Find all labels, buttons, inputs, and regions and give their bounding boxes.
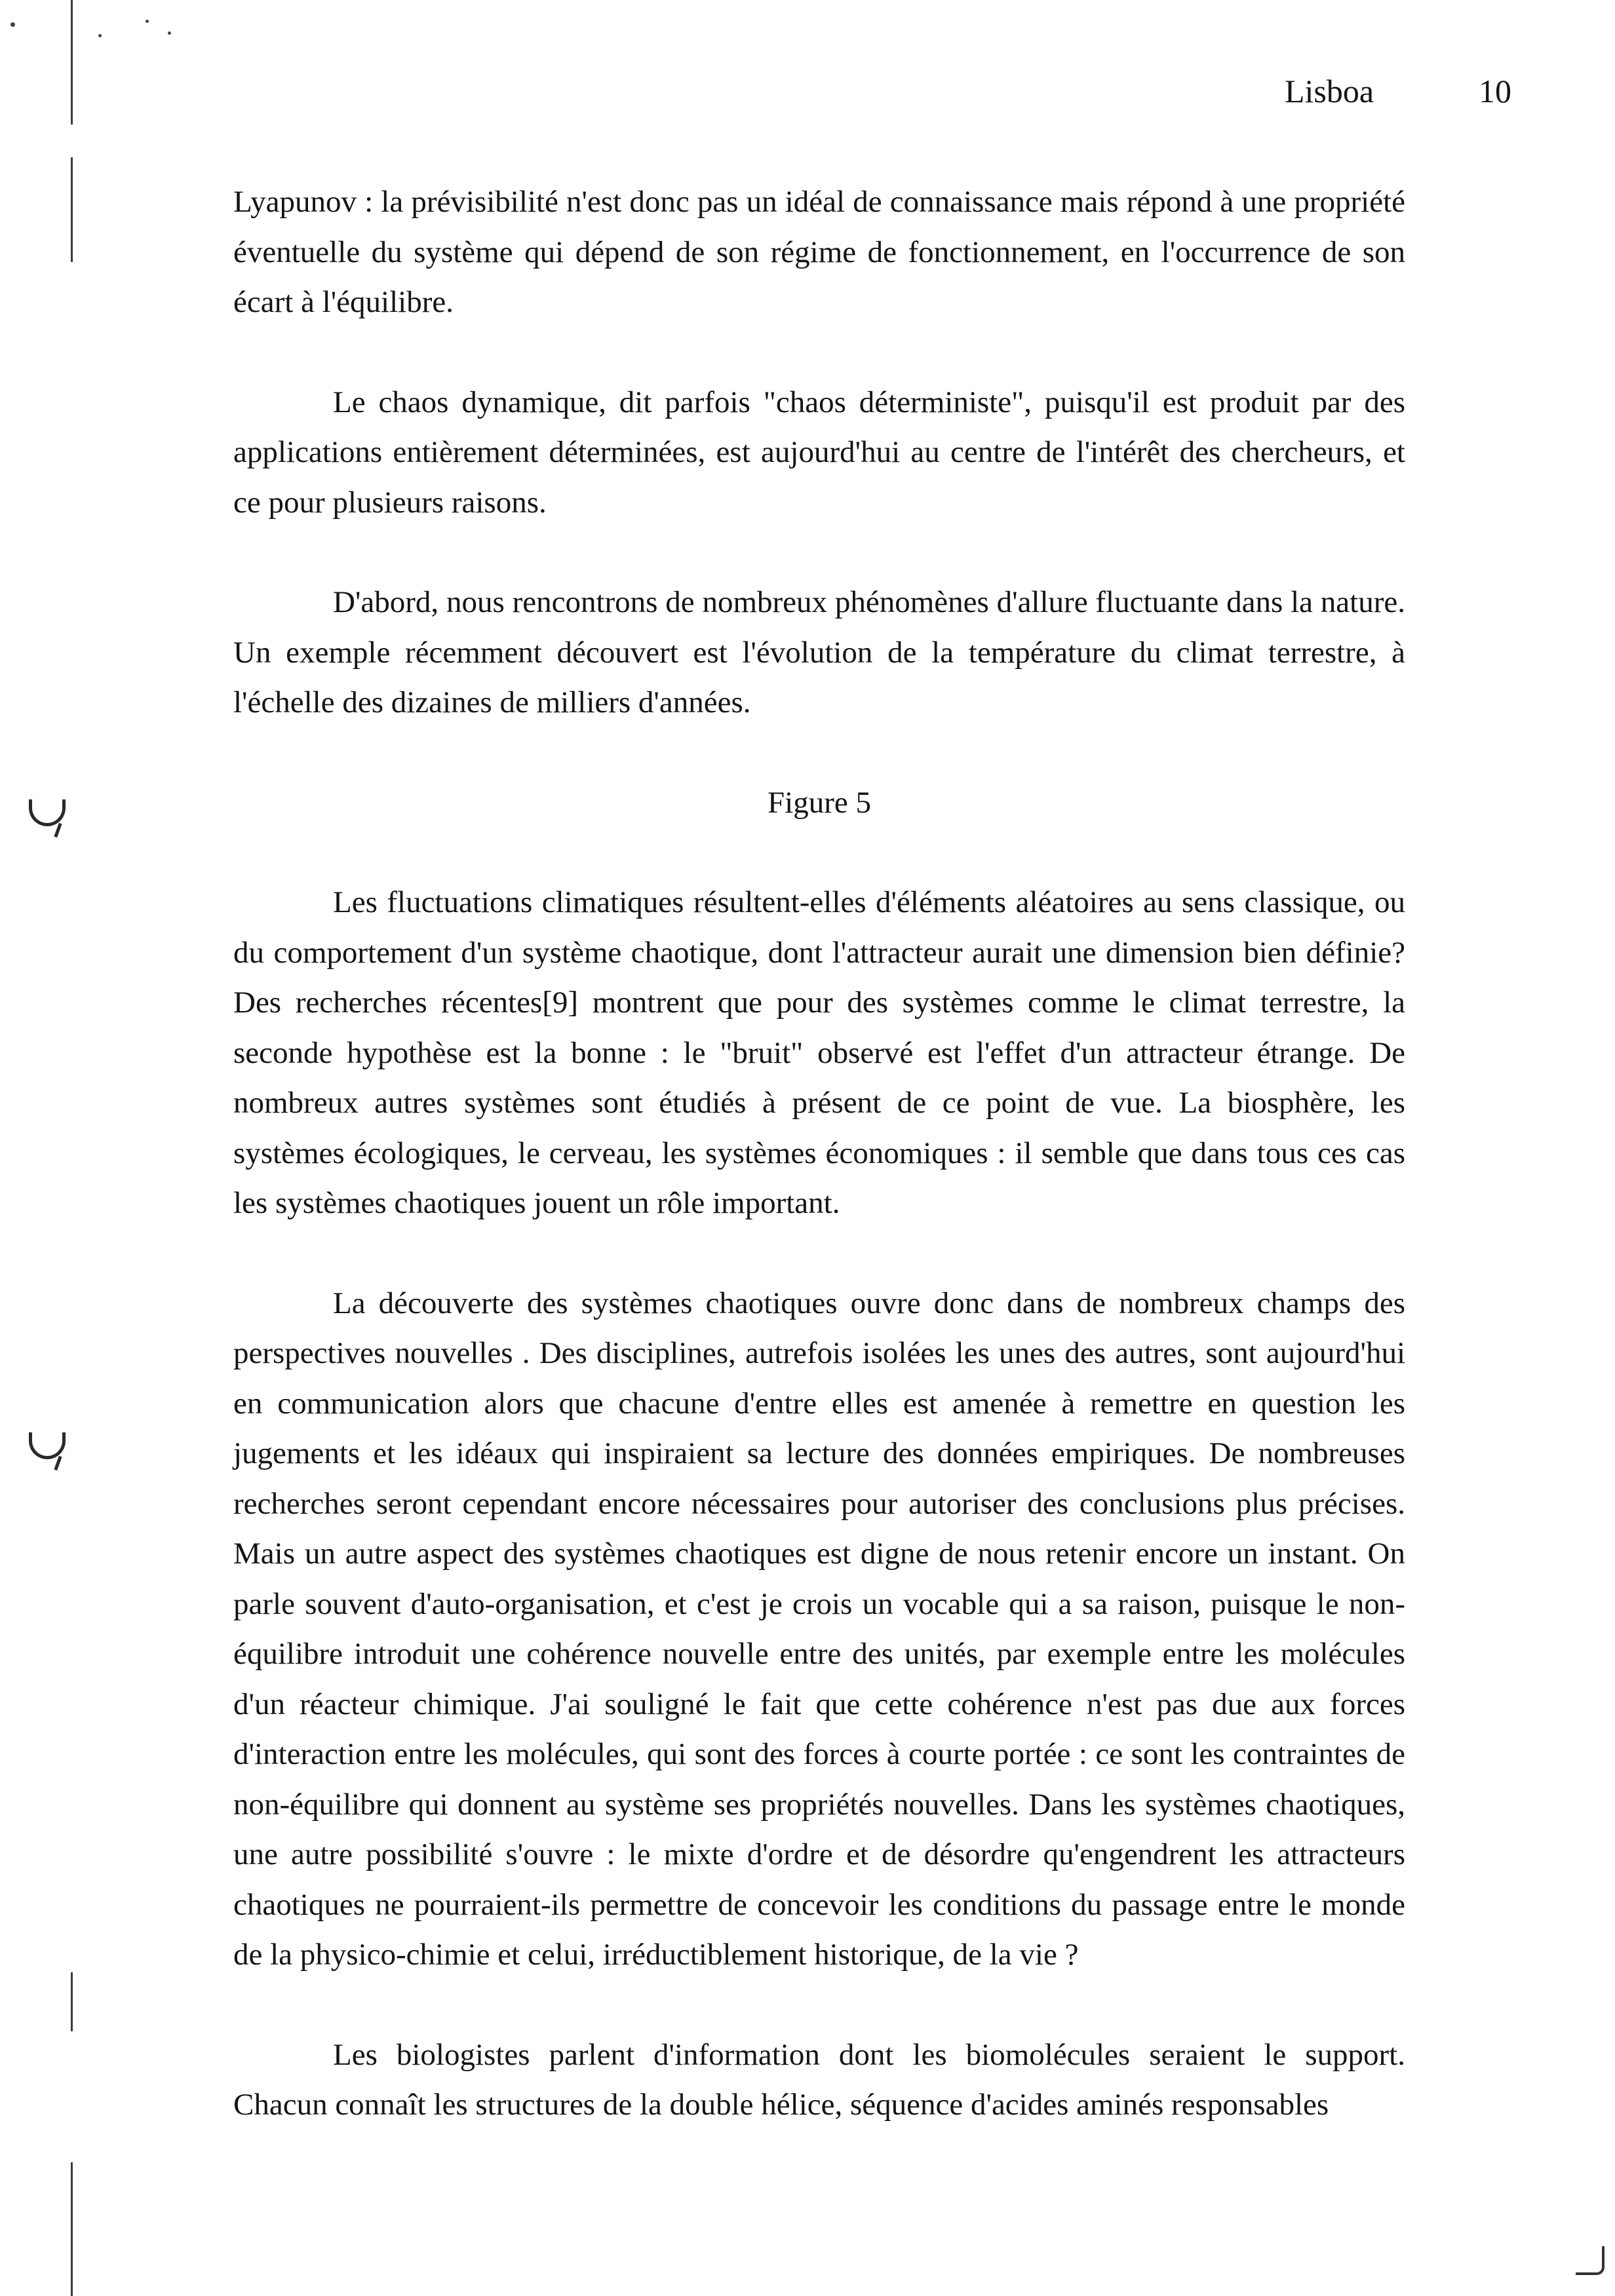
corner-fold-mark bbox=[1576, 2246, 1605, 2275]
binding-margin-line bbox=[71, 0, 73, 124]
paragraph: Le chaos dynamique, dit parfois "chaos déterministe", puisqu'il est produit par des applications entièrement déterminées, est aujourd'hui au centre de l'intérêt des chercheurs, et ce pour plusieurs raisons. bbox=[233, 385, 1405, 520]
scan-speck bbox=[98, 34, 102, 37]
binding-margin-line bbox=[71, 1972, 73, 2031]
paragraph: Les biologistes parlent d'information dont les biomolécules seraient le support. Chacun connaît les structures de la double hélice, séquence d'acides aminés responsables bbox=[233, 2037, 1405, 2122]
binding-margin-line bbox=[71, 2162, 73, 2296]
paragraph: Les fluctuations climatiques résultent-elles d'éléments aléatoires au sens classique, ou du comportement d'un système chaotique, dont l'attracteur aurait une dimension bien définie? Des recherches récentes[9] montrent que pour des systèmes comme le climat terrestre, la seconde hypothèse est la bonne : le "bruit" observé est l'effet d'un attracteur étrange. De nombreux autres systèmes sont étudiés à présent de ce point de vue. La biosphère, les systèmes écologiques, le cerveau, les systèmes économiques : il semble que dans tous ces cas les systèmes chaotiques jouent un rôle important. bbox=[233, 885, 1405, 1220]
margin-hook-mark bbox=[29, 799, 66, 826]
scan-speck bbox=[146, 20, 149, 23]
running-head: Lisboa bbox=[1285, 73, 1374, 109]
body-text bbox=[233, 177, 1405, 2180]
scan-speck bbox=[168, 31, 171, 35]
page-number: 10 bbox=[1479, 73, 1511, 109]
paragraph: D'abord, nous rencontrons de nombreux phénomènes d'allure fluctuante dans la nature. Un exemple récemment découvert est l'évolution de la température du climat terrestre, à l'échelle des dizaines de milliers d'années. bbox=[233, 585, 1405, 719]
binding-margin-line bbox=[71, 157, 73, 262]
paragraph: Lyapunov : la prévisibilité n'est donc pas un idéal de connaissance mais répond à une propriété éventuelle du système qui dépend de son régime de fonctionnement, en l'occurrence de son écart à l'équilibre. bbox=[233, 185, 1405, 319]
paragraph: La découverte des systèmes chaotiques ouvre donc dans de nombreux champs des perspectives nouvelles . Des disciplines, autrefois isolées les unes des autres, sont aujourd'hui en communication alors que chacune d'entre elles est amenée à remettre en question les jugements et les idéaux qui inspiraient sa lecture des données empiriques. De nombreuses recherches seront cependant encore nécessaires pour autoriser des conclusions plus précises. Mais un autre aspect des systèmes chaotiques est digne de nous retenir encore un instant. On parle souvent d'auto-organisation, et c'est je crois un vocable qui a sa raison, puisque le non-équilibre introduit une cohérence nouvelle entre des unités, par exemple entre les molécules d'un réacteur chimique. J'ai souligné le fait que cette cohérence n'est pas due aux forces d'interaction entre les molécules, qui sont des forces à courte portée : ce sont les contraintes de non-équilibre qui donnent au système ses propriétés nouvelles. Dans les systèmes chaotiques, une autre possibilité s'ouvre : le mixte d'ordre et de désordre qu'engendrent les attracteurs chaotiques ne pourraient-ils permettre de concevoir les conditions du passage entre le monde de la physico-chimie et celui, irréductiblement historique, de la vie ? bbox=[233, 1286, 1405, 1972]
margin-hook-mark bbox=[29, 1432, 66, 1459]
scan-speck bbox=[10, 22, 15, 27]
figure-caption: Figure 5 bbox=[768, 785, 871, 820]
